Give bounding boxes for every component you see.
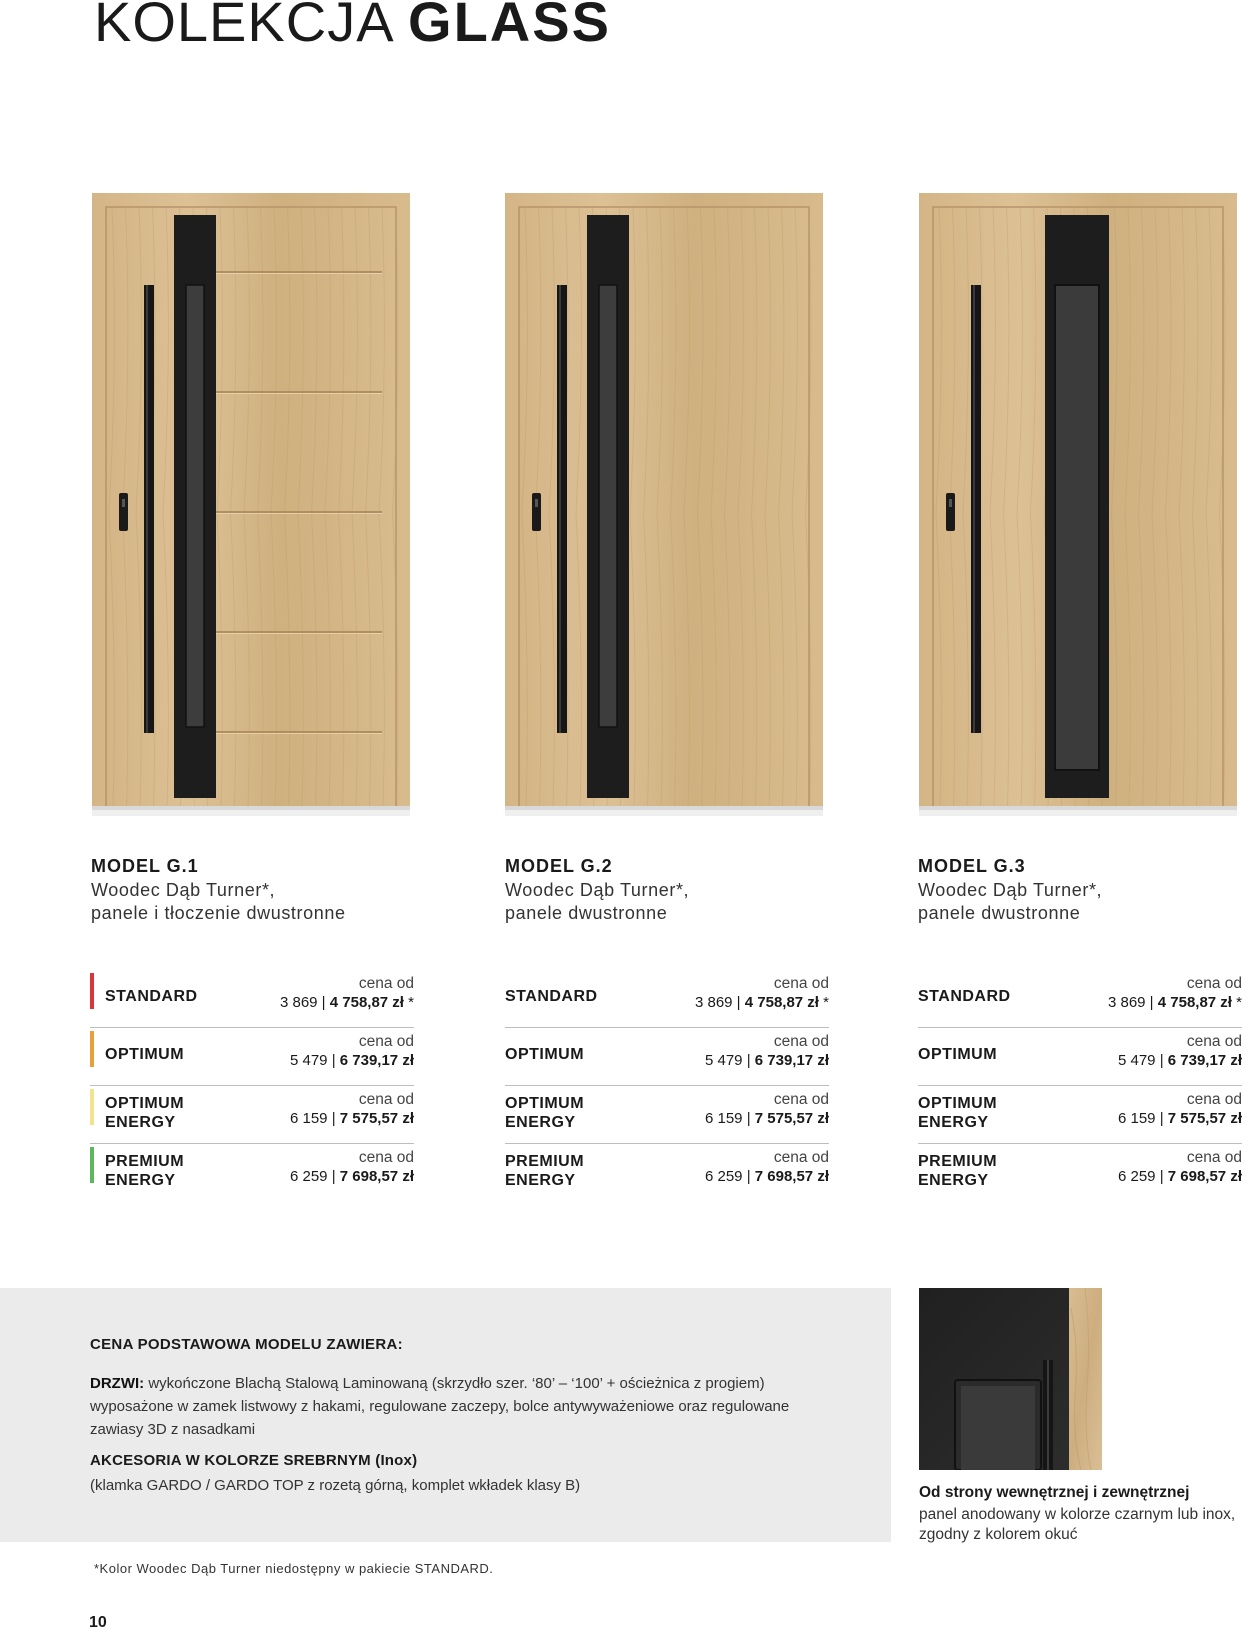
price-values: 3 869 | 4 758,87 zł * [694, 994, 829, 1011]
price-row [90, 970, 414, 1028]
cena-label: cena od [358, 1091, 414, 1108]
package-price [280, 974, 414, 1012]
package-price [705, 1032, 829, 1070]
price-row [918, 970, 1242, 1028]
cena-label: cena od [773, 1091, 829, 1108]
package-name: PREMIUM ENERGY [105, 1153, 185, 1189]
price-values: 6 259 | 7 698,57 zł [704, 1168, 829, 1185]
accessories-text: (klamka GARDO / GARDO TOP z rozetą górną, komplet wkładek klasy B) [90, 1477, 581, 1494]
price-values: 5 479 | 6 739,17 zł [1117, 1052, 1242, 1069]
package-name: STANDARD [918, 988, 1011, 1005]
cena-label: cena od [773, 1149, 829, 1166]
anodized-panel-image [919, 1288, 1102, 1470]
package-name: OPTIMUM ENERGY [105, 1095, 185, 1131]
price-values: 6 159 | 7 575,57 zł [1117, 1110, 1242, 1127]
package-color-bar [90, 1147, 94, 1183]
price-values: 5 479 | 6 739,17 zł [704, 1052, 829, 1069]
price-row [505, 1144, 829, 1201]
price-values: 6 259 | 7 698,57 zł [289, 1168, 414, 1185]
model-heading-g2 [505, 856, 845, 925]
package-color-bar [90, 973, 94, 1009]
cena-label: cena od [1186, 975, 1242, 992]
model-desc-line1: Woodec Dąb Turner*, [91, 880, 276, 900]
package-color-bar [90, 1089, 94, 1125]
model-desc-line2: panele dwustronne [918, 903, 1081, 923]
price-values: 3 869 | 4 758,87 zł * [1107, 994, 1242, 1011]
price-table-g3 [918, 970, 1242, 1201]
price-row [90, 1144, 414, 1201]
price-row [918, 1086, 1242, 1144]
package-name: STANDARD [105, 988, 198, 1005]
price-row [918, 1028, 1242, 1086]
package-name: PREMIUM ENERGY [918, 1153, 998, 1189]
model-desc-line2: panele dwustronne [505, 903, 668, 923]
model-desc-line1: Woodec Dąb Turner*, [505, 880, 690, 900]
cena-label: cena od [358, 975, 414, 992]
cena-label: cena od [773, 1033, 829, 1050]
package-name: OPTIMUM [105, 1046, 185, 1063]
model-desc-line1: Woodec Dąb Turner*, [918, 880, 1103, 900]
package-name: STANDARD [505, 988, 598, 1005]
panel-caption-title: Od strony wewnętrznej i zewnętrznej [919, 1484, 1190, 1501]
cena-label: cena od [1186, 1091, 1242, 1108]
model-heading-g3 [918, 856, 1250, 925]
package-price [290, 1032, 414, 1070]
price-row [90, 1086, 414, 1144]
package-price [1108, 974, 1242, 1012]
footnote: *Kolor Woodec Dąb Turner niedostępny w pakiecie STANDARD. [94, 1561, 494, 1576]
price-row [90, 1028, 414, 1086]
price-table-g1 [90, 970, 414, 1201]
cena-label: cena od [773, 975, 829, 992]
cena-label: cena od [1186, 1149, 1242, 1166]
price-row [505, 1086, 829, 1144]
package-name: PREMIUM ENERGY [505, 1153, 585, 1189]
package-price [705, 1090, 829, 1128]
page-number: 10 [89, 1614, 107, 1631]
door-image-g1 [92, 193, 410, 816]
door-image-g3 [919, 193, 1237, 816]
model-name: MODEL G.2 [505, 856, 613, 876]
package-name: OPTIMUM [918, 1046, 998, 1063]
base-price-title: CENA PODSTAWOWA MODELU ZAWIERA: [90, 1336, 403, 1353]
package-name: OPTIMUM [505, 1046, 585, 1063]
panel-caption-text: panel anodowany w kolorze czarnym lub inox, zgodny z kolorem okuć [919, 1506, 1236, 1543]
package-price [1118, 1090, 1242, 1128]
model-heading-g1 [91, 856, 431, 925]
package-price [705, 1148, 829, 1186]
price-values: 6 159 | 7 575,57 zł [289, 1110, 414, 1127]
price-values: 5 479 | 6 739,17 zł [289, 1052, 414, 1069]
package-price [290, 1148, 414, 1186]
package-name: OPTIMUM ENERGY [918, 1095, 998, 1131]
model-desc-line2: panele i tłoczenie dwustronne [91, 903, 346, 923]
price-values: 6 159 | 7 575,57 zł [704, 1110, 829, 1127]
package-color-bar [90, 1031, 94, 1067]
package-price [290, 1090, 414, 1128]
page-title: KOLEKCJA GLASS [94, 0, 611, 53]
accessories-title: AKCESORIA W KOLORZE SREBRNYM (Inox) [90, 1452, 418, 1469]
cena-label: cena od [358, 1149, 414, 1166]
door-image-g2 [505, 193, 823, 816]
model-name: MODEL G.3 [918, 856, 1026, 876]
package-price [1118, 1032, 1242, 1070]
cena-label: cena od [358, 1033, 414, 1050]
price-values: 3 869 | 4 758,87 zł * [279, 994, 414, 1011]
package-price [695, 974, 829, 1012]
price-row [505, 970, 829, 1028]
cena-label: cena od [1186, 1033, 1242, 1050]
price-table-g2 [505, 970, 829, 1201]
model-name: MODEL G.1 [91, 856, 199, 876]
drzwi-description: DRZWI: wykończone Blachą Stalową Laminowaną (skrzydło szer. ‘80’ – ‘100’ + ościeżnica z progiem) wyposażone w zamek listwowy z hakami, regulowane zaczepy, bolce antywyważeniowe oraz regulowane zawiasy 3D z nasadkami [90, 1375, 790, 1438]
price-row [918, 1144, 1242, 1201]
price-row [505, 1028, 829, 1086]
package-price [1118, 1148, 1242, 1186]
package-name: OPTIMUM ENERGY [505, 1095, 585, 1131]
price-values: 6 259 | 7 698,57 zł [1117, 1168, 1242, 1185]
